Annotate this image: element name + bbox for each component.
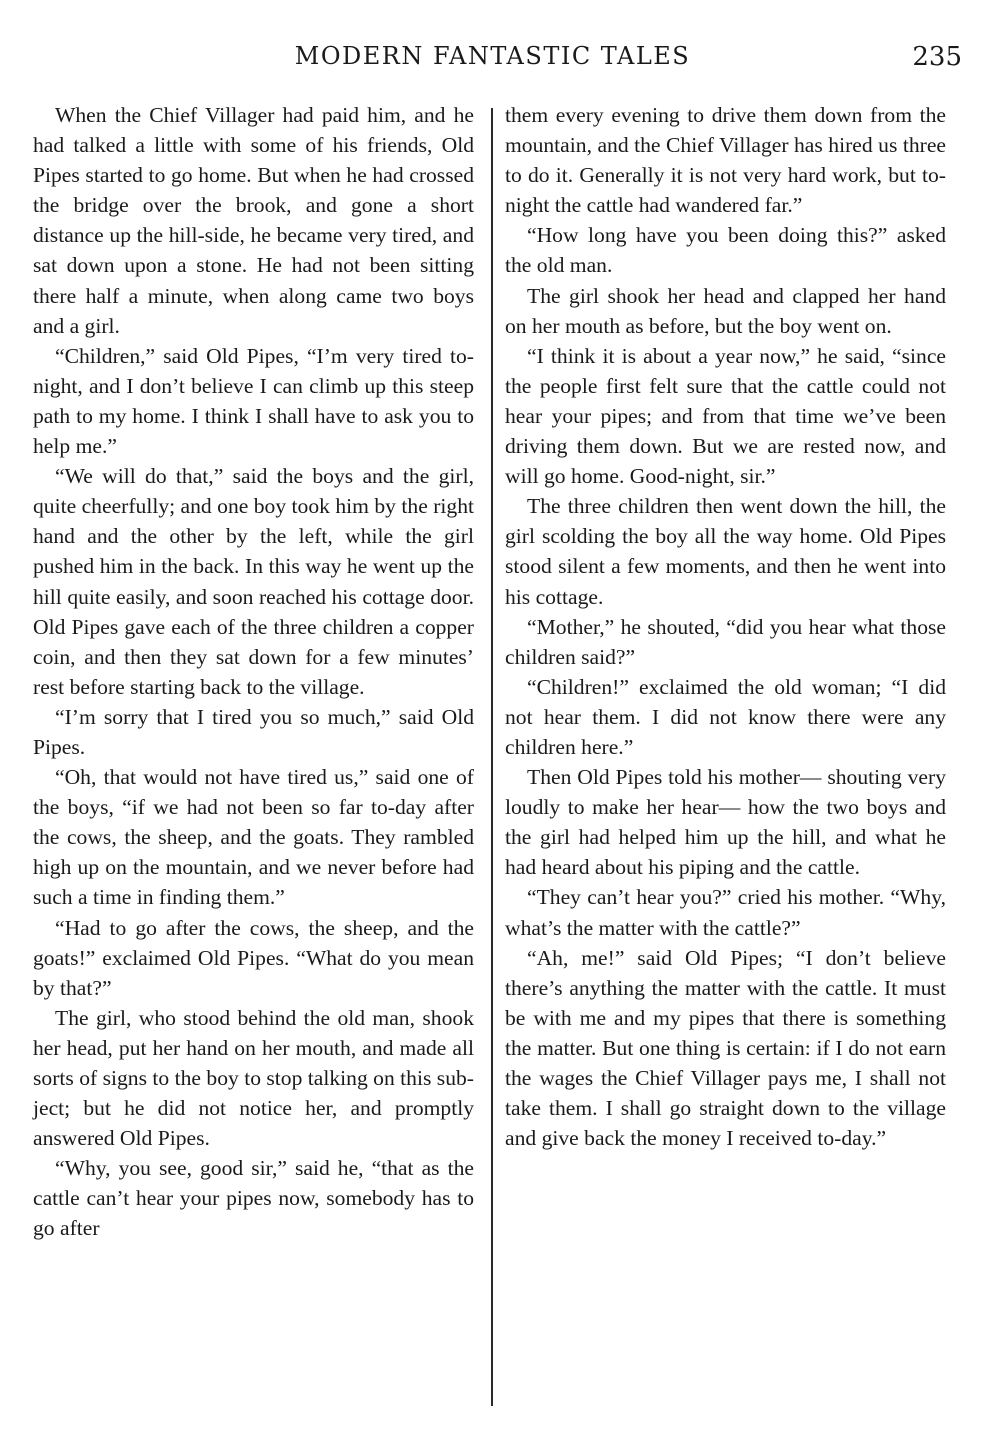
column-divider	[491, 108, 493, 1406]
paragraph: The girl, who stood behind the old man, shook her head, put her hand on her mouth, and made all sorts of signs to the boy to stop talking on this subject; but he did not notice her, and promptly answered Old Pipes.	[33, 1005, 474, 1151]
page-number: 235	[912, 42, 962, 72]
paragraph: “Mother,” he shouted, “did you hear what those children said?”	[505, 614, 946, 669]
paragraph: Then Old Pipes told his mother— shouting very loudly to make her hear— how the two boys and the girl had helped him up the hill, and what he had heard about his piping and the cattle.	[505, 765, 946, 880]
paragraph: The three children then went down the hill, the girl scolding the boy all the way home. Old Pipes stood silent a few moments, and then he went into his cottage.	[505, 494, 946, 609]
paragraph: “Ah, me!” said Old Pipes; “I don’t believe there’s anything the matter with the cattle. It must be with me and my pipes that there is something the matter. But one thing is certain: if I do not earn the wages the Chief Villager pays me, I shall not take them. I shall go straight down to the village and give back the money I received to-day.”	[505, 945, 946, 1151]
running-head	[0, 42, 1000, 82]
right-column	[505, 100, 946, 1153]
paragraph: The girl shook her head and clapped her hand on her mouth as before, but the boy went on.	[505, 283, 946, 338]
paragraph: “They can’t hear you?” cried his mother. “Why, what’s the matter with the cattle?”	[505, 885, 946, 940]
paragraph: “Oh, that would not have tired us,” said one of the boys, “if we had not been so far to-day after the cows, the sheep, and the goats. They rambled high up on the mountain, and we never before had such a time in finding them.”	[33, 765, 474, 910]
paragraph: “How long have you been doing this?” asked the old man.	[505, 223, 946, 278]
paragraph: “Had to go after the cows, the sheep, and the goats!” exclaimed Old Pipes. “What do you mean by that?”	[33, 915, 474, 1000]
paragraph: “I’m sorry that I tired you so much,” said Old Pipes.	[33, 704, 474, 759]
paragraph: “Children,” said Old Pipes, “I’m very tired to-night, and I don’t believe I can climb up this steep path to my home. I think I shall have to ask you to help me.”	[33, 343, 474, 459]
paragraph: “Why, you see, good sir,” said he, “that as the cattle can’t hear your pipes now, somebody has to go after	[33, 1156, 474, 1241]
paragraph: “Children!” exclaimed the old woman; “I did not hear them. I did not know there were any children here.”	[505, 674, 946, 759]
paragraph: “We will do that,” said the boys and the girl, quite cheerfully; and one boy took him by the right hand and the other by the left, while the girl pushed him in the back. In this way he went up the hill quite easily, and soon reached his cottage door. Old Pipes gave each of the three children a copper coin, and then they sat down for a few minutes’ rest before starting back to the village.	[33, 464, 474, 699]
left-column	[33, 100, 474, 1244]
running-head-title: MODERN FANTASTIC TALES	[294, 42, 691, 70]
paragraph: When the Chief Villager had paid him, and he had talked a little with some of his friends, Old Pipes started to go home. But when he had crossed the bridge over the brook, and gone a short distance up the hill-side, he became very tired, and sat down upon a stone. He had not been sitting there half a minute, when along came two boys and a girl.	[33, 103, 474, 338]
paragraph-continued: them every evening to drive them down from the mountain, and the Chief Villager has hired us three to do it. Generally it is not very hard work, but to-night the cattle had wandered far.”	[505, 103, 946, 218]
paragraph: “I think it is about a year now,” he said, “since the people first felt sure that the cattle could not hear your pipes; and from that time we’ve been driving them down. But we are rested now, and will go home. Good-night, sir.”	[505, 343, 946, 489]
